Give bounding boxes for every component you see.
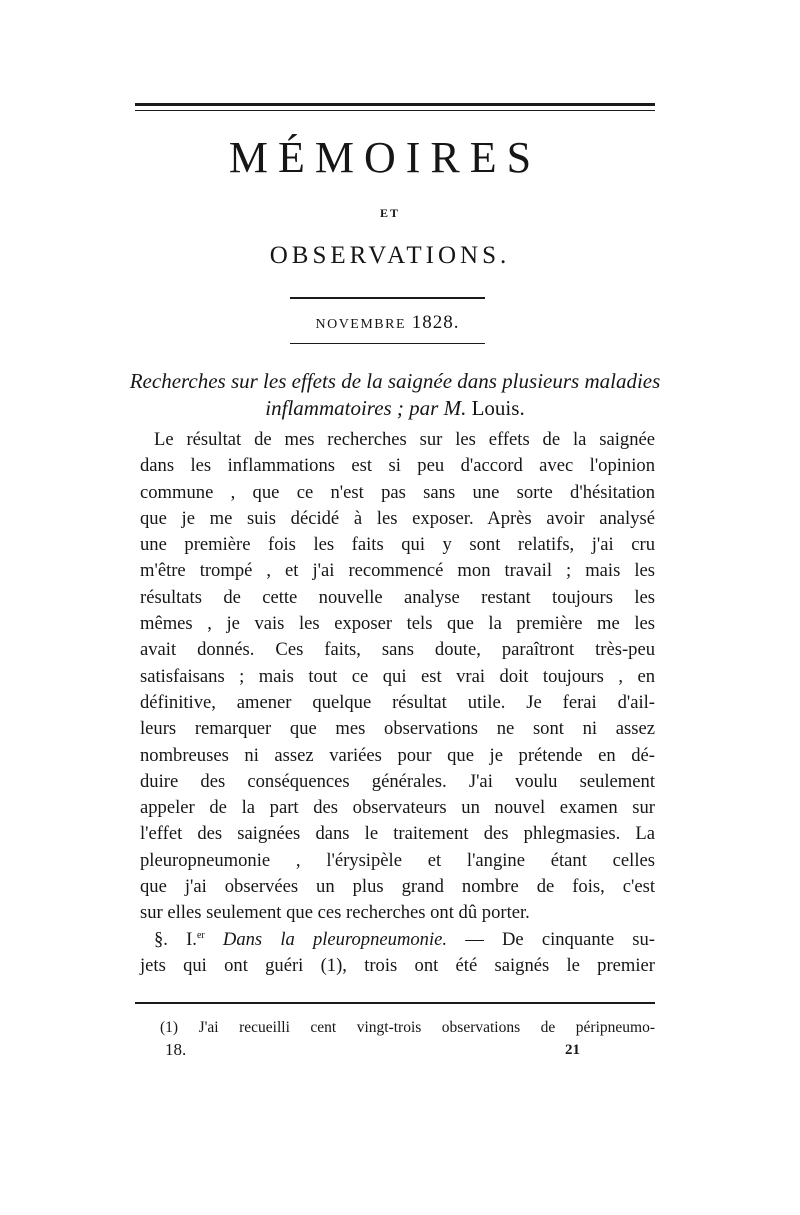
issue-date <box>0 312 775 334</box>
body-line: jets qui ont guéri (1), trois ont été saignés le premier <box>140 954 655 976</box>
article-title <box>120 368 670 422</box>
section-heading-line <box>140 927 655 953</box>
body-line: Le résultat de mes recherches sur les effets de la saignée <box>154 429 655 450</box>
title-conjunction: ET <box>379 206 400 220</box>
signature-mark: 18. <box>165 1040 187 1059</box>
section-title: Dans la pleuropneumonie. <box>222 928 448 950</box>
body-line: commune , que ce n'est pas sans une sorte d'hésitation <box>140 481 655 503</box>
body-line: satisfaisans ; mais tout ce qui est vrai doit toujours , en <box>140 665 655 687</box>
issue-month: NOVEMBRE <box>315 317 407 332</box>
body-line: une première fois les faits qui y sont relatifs, j'ai cru <box>140 534 655 556</box>
article-title-text: Recherches sur les effets de la saignée dans plusieurs maladies inflammatoires ; par M. <box>129 369 661 420</box>
section-number-sup: er <box>196 929 205 941</box>
body-line: sur elles seulement que ces recherches ont dû porter. <box>140 902 530 924</box>
body-line: avait donnés. Ces faits, sans doute, paraîtront très-peu <box>140 639 655 661</box>
body-line: leurs remarquer que mes observations ne sont ni assez <box>140 718 655 740</box>
section-number: §. I. <box>154 928 197 950</box>
body-line: pleuropneumonie , l'érysipèle et l'angine étant celles <box>140 849 655 871</box>
body-line: duire des conséquences générales. J'ai voulu seulement <box>140 770 655 792</box>
body-line: nombreuses ni assez variées pour que je prétende en dé- <box>140 744 655 766</box>
body-line: dans les inflammations est si peu d'accord avec l'opinion <box>140 455 655 477</box>
article-author: Louis. <box>471 396 525 420</box>
issue-year: 1828. <box>411 312 460 333</box>
body-line: m'être trompé , et j'ai recommencé mon travail ; mais les <box>140 560 655 582</box>
page-title: MÉMOIRES <box>228 133 542 182</box>
page-number: 21 <box>565 1042 580 1058</box>
body-line: définitive, amener quelque résultat utile. Je ferai d'ail- <box>140 691 655 713</box>
footnote: (1) J'ai recueilli cent vingt-trois observations de péripneumo- <box>160 1019 655 1036</box>
footnote-rule <box>135 1002 655 1004</box>
date-rule-top <box>290 297 485 299</box>
date-rule-bottom <box>290 343 485 344</box>
section-text: — De cinquante su- <box>465 928 655 950</box>
header-double-rule <box>135 103 655 111</box>
body-line: mêmes , je vais les exposer tels que la première me les <box>140 613 655 635</box>
body-line: que j'ai observées un plus grand nombre de fois, c'est <box>140 876 655 898</box>
body-line: appeler de la part des observateurs un nouvel examen sur <box>140 797 655 819</box>
body-line: que je me suis décidé à les exposer. Après avoir analysé <box>140 507 655 529</box>
body-line: résultats de cette nouvelle analyse restant toujours les <box>140 586 655 608</box>
body-line: l'effet des saignées dans le traitement des phlegmasies. La <box>140 823 655 845</box>
article-body <box>140 427 655 979</box>
page-subtitle: OBSERVATIONS. <box>269 242 511 269</box>
